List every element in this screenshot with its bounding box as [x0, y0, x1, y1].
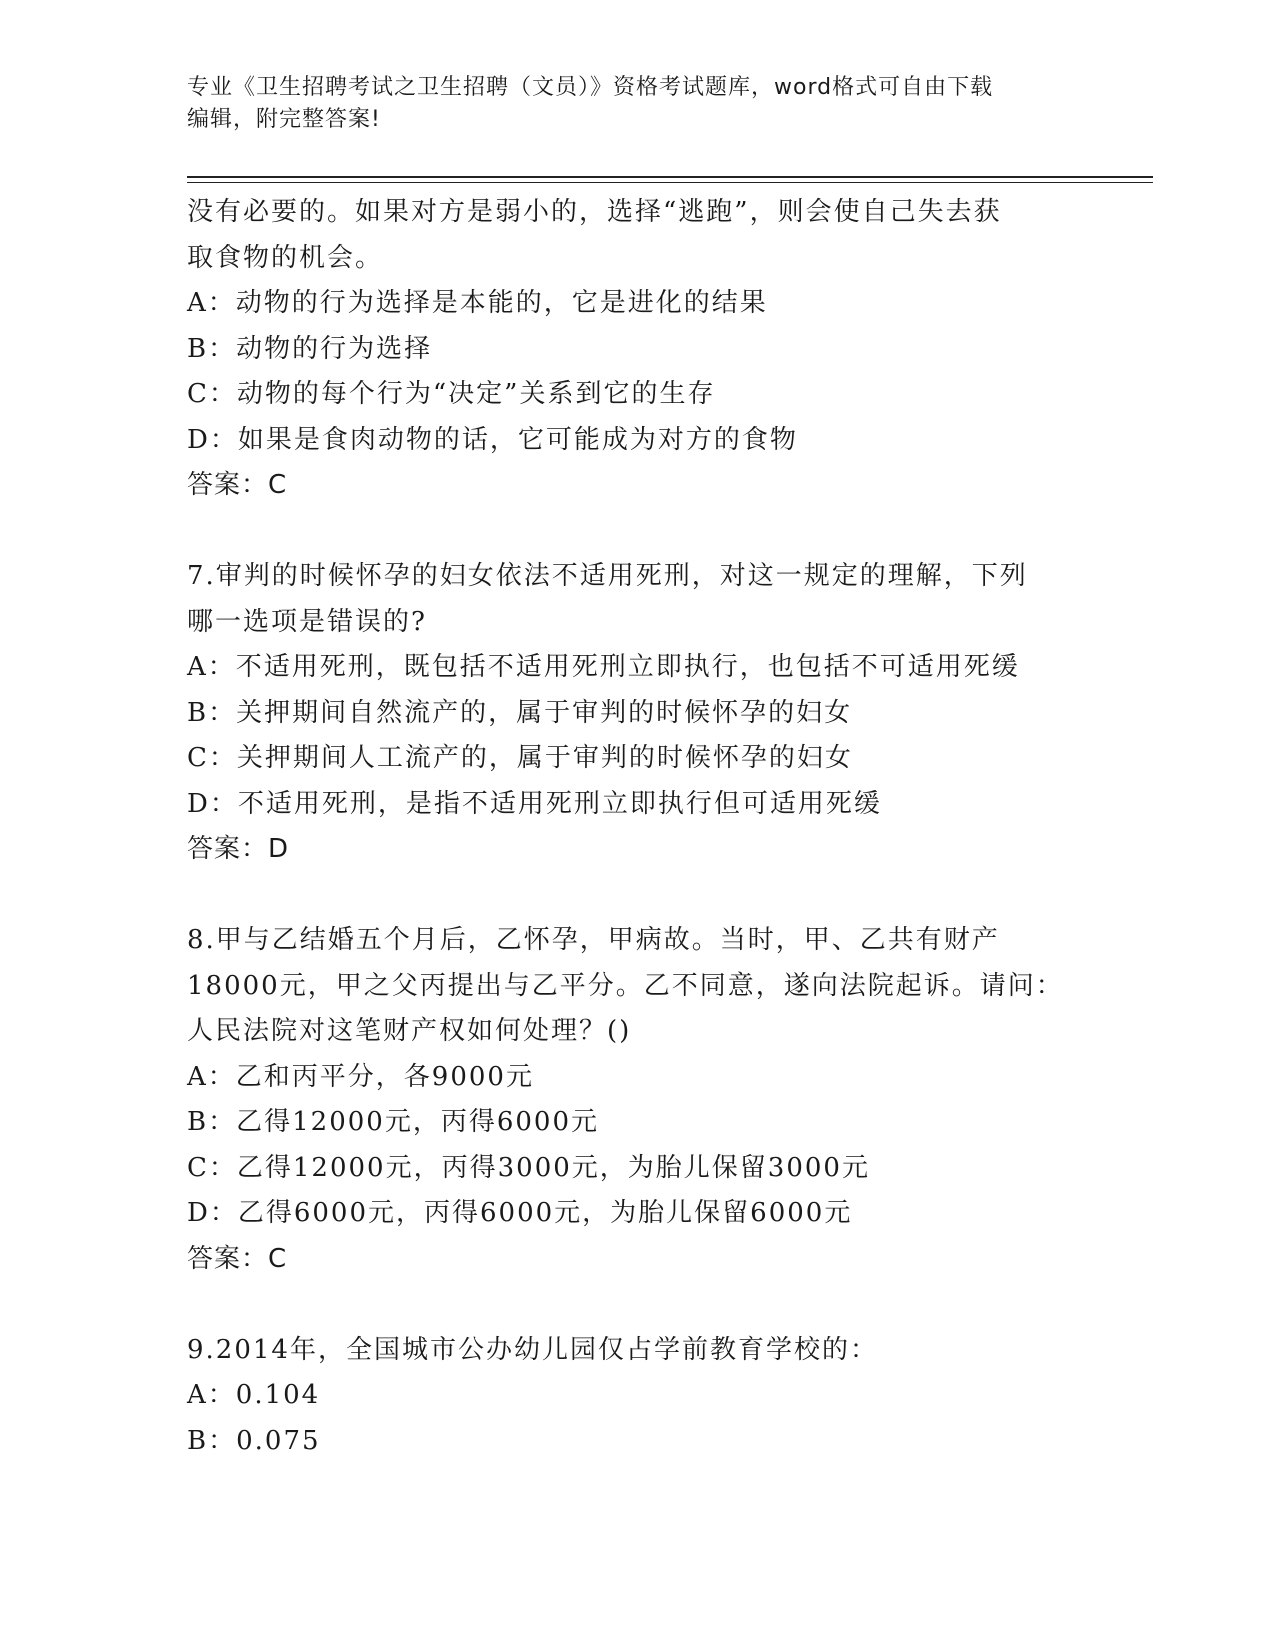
- question-stem-line: 人民法院对这笔财产权如何处理？(): [187, 1016, 632, 1046]
- option-a: A：乙和丙平分，各9000元: [187, 1061, 534, 1092]
- question-8: [187, 918, 1087, 1282]
- question-6-continuation: [187, 190, 1087, 509]
- answer-line: 答案：D: [187, 834, 290, 864]
- spacer: [187, 873, 1087, 919]
- header-line-2: 编辑，附完整答案!: [187, 107, 381, 132]
- question-stem-line: 18000元，甲之父丙提出与乙平分。乙不同意，遂向法院起诉。请问：: [187, 970, 1064, 1001]
- question-text-line: 取食物的机会。: [187, 242, 384, 273]
- question-stem-line: 7.审判的时候怀孕的妇女依法不适用死刑，对这一规定的理解，下列: [187, 561, 1028, 591]
- option-c: C：乙得12000元，丙得3000元，为胎儿保留3000元: [187, 1152, 870, 1183]
- question-text-line: 没有必要的。如果对方是弱小的，选择“逃跑”，则会使自己失去获: [187, 197, 1002, 227]
- option-d: D：如果是食肉动物的话，它可能成为对方的食物: [187, 424, 798, 455]
- option-b: B：关押期间自然流产的，属于审判的时候怀孕的妇女: [187, 697, 853, 728]
- answer-line: 答案：C: [187, 1243, 288, 1274]
- option-c: C：动物的每个行为“决定”关系到它的生存: [187, 379, 716, 409]
- question-stem-line: 哪一选项是错误的?: [187, 606, 427, 637]
- page-header: [187, 72, 1067, 136]
- option-d: D：乙得6000元，丙得6000元，为胎儿保留6000元: [187, 1198, 853, 1228]
- question-9: [187, 1328, 1087, 1465]
- question-7: [187, 554, 1087, 873]
- option-d: D：不适用死刑，是指不适用死刑立即执行但可适用死缓: [187, 788, 882, 819]
- header-rule-thick: [187, 176, 1153, 178]
- option-b: B：动物的行为选择: [187, 333, 433, 364]
- option-b: B：0.075: [187, 1425, 321, 1456]
- spacer: [187, 1282, 1087, 1328]
- option-b: B：乙得12000元，丙得6000元: [187, 1107, 599, 1137]
- question-stem-line: 9.2014年，全国城市公办幼儿园仅占学前教育学校的：: [187, 1334, 878, 1365]
- option-a: A：动物的行为选择是本能的，它是进化的结果: [187, 288, 768, 318]
- spacer: [187, 509, 1087, 555]
- document-body: [187, 190, 1087, 1464]
- option-a: A：不适用死刑，既包括不适用死刑立即执行，也包括不可适用死缓: [187, 652, 1020, 682]
- answer-line: 答案：C: [187, 470, 288, 500]
- header-line-1: 专业《卫生招聘考试之卫生招聘（文员）》资格考试题库，word格式可自由下载: [187, 75, 994, 100]
- question-stem-line: 8.甲与乙结婚五个月后，乙怀孕，甲病故。当时，甲、乙共有财产: [187, 925, 1000, 955]
- option-c: C：关押期间人工流产的，属于审判的时候怀孕的妇女: [187, 743, 853, 773]
- header-rule-thin: [187, 182, 1153, 183]
- option-a: A：0.104: [187, 1380, 321, 1410]
